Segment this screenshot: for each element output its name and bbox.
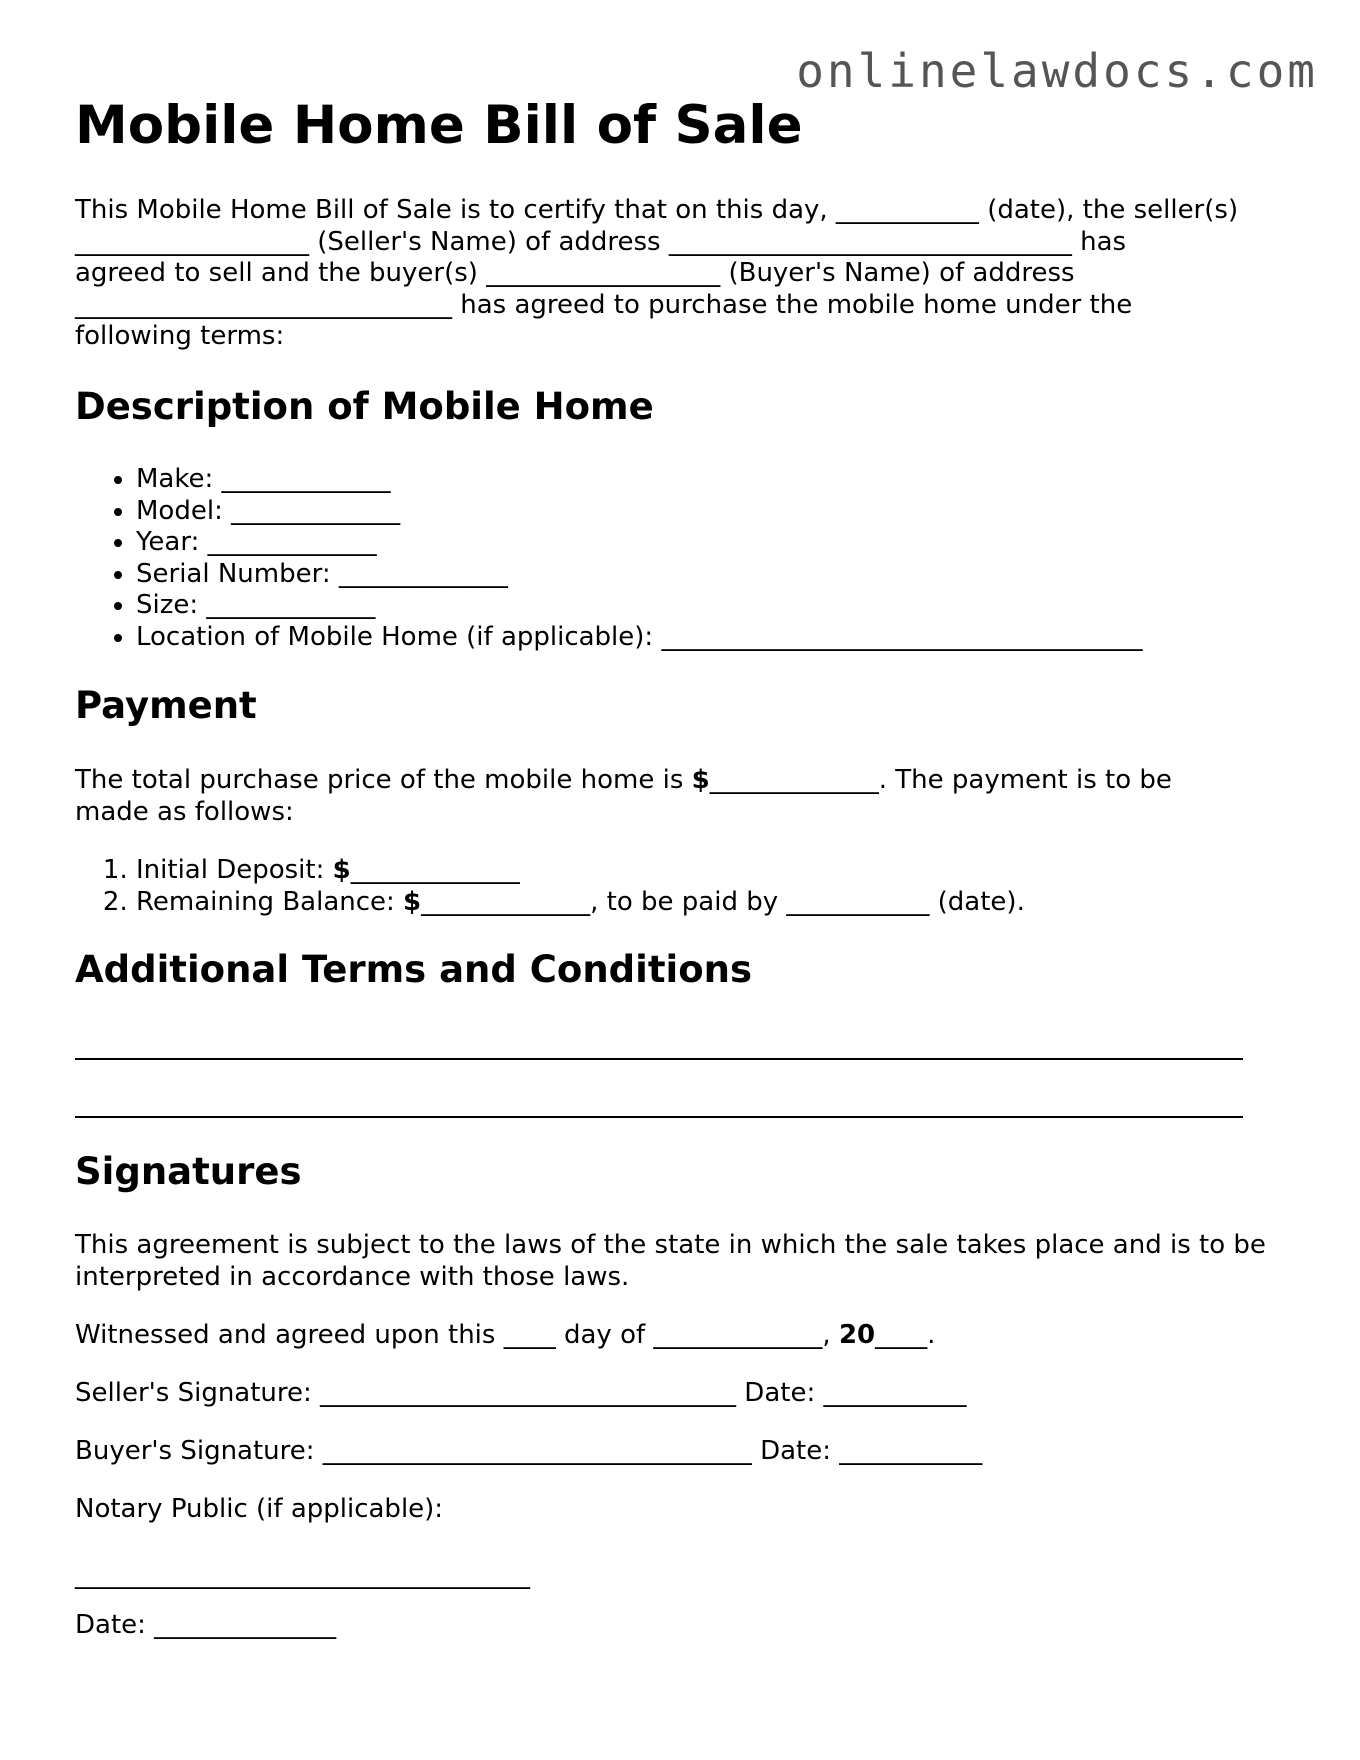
notary-signature-line: ___________________________________: [75, 1560, 530, 1590]
intro-line: _____________________________ has agreed to purchase the mobile home under the: [75, 289, 1133, 320]
governing-law-paragraph: [75, 1230, 1266, 1293]
list-item-initial-deposit: 1. Initial Deposit: $_____________: [136, 855, 1025, 887]
list-item-serial-number: • Serial Number: _____________: [136, 559, 1142, 591]
terms-blank-line: [75, 1058, 1243, 1060]
payment-heading: Payment: [75, 684, 257, 727]
intro-line: This Mobile Home Bill of Sale is to certify that on this day, ___________ (date), the seller(s): [75, 195, 1239, 225]
list-item-location: • Location of Mobile Home (if applicable): _____________________________________: [136, 622, 1142, 654]
payment-line: [75, 765, 1172, 797]
intro-line: __________________ (Seller's Name) of address _______________________________ has: [75, 226, 1127, 257]
year-prefix: 20: [838, 1320, 876, 1350]
list-item-year: • Year: _____________: [136, 527, 1142, 559]
seller-signature-line: Seller's Signature: ________________________________ Date: ___________: [75, 1378, 967, 1408]
watermark: onlinelawdocs.com: [796, 44, 1318, 98]
intro-line: agreed to sell and the buyer(s) __________________ (Buyer's Name) of address: [75, 258, 1075, 288]
law-line: This agreement is subject to the laws of the state in which the sale takes place and is to be: [75, 1230, 1266, 1260]
dollar-sign: $: [691, 765, 710, 795]
additional-terms-heading: Additional Terms and Conditions: [75, 948, 752, 991]
document-title: Mobile Home Bill of Sale: [75, 95, 803, 156]
description-heading: Description of Mobile Home: [75, 385, 654, 428]
intro-line: following terms:: [75, 321, 285, 351]
payment-text: The total purchase price of the mobile home is: [75, 765, 692, 795]
notary-label: Notary Public (if applicable):: [75, 1494, 444, 1524]
intro-paragraph: [75, 195, 1238, 353]
list-item-size: • Size: _____________: [136, 590, 1142, 622]
witness-line: Witnessed and agreed upon this ____ day of _____________, 20____.: [75, 1320, 936, 1350]
buyer-signature-line: Buyer's Signature: _________________________________ Date: ___________: [75, 1436, 983, 1466]
dollar-sign: $: [332, 855, 351, 885]
payment-list-wrapper: [70, 855, 1025, 918]
signatures-heading: Signatures: [75, 1150, 302, 1193]
list-item-remaining-balance: 2. Remaining Balance: $_____________, to be paid by ___________ (date).: [136, 887, 1025, 919]
description-list-wrapper: [70, 464, 1142, 653]
law-line: interpreted in accordance with those laws.: [75, 1261, 630, 1292]
list-item-make: • Make: _____________: [136, 464, 1142, 496]
notary-date-line: Date: ______________: [75, 1610, 337, 1640]
payment-text: _____________. The payment is to be: [709, 765, 1172, 795]
payment-line: made as follows:: [75, 796, 294, 827]
terms-blank-line: [75, 1116, 1243, 1118]
dollar-sign: $: [403, 886, 422, 917]
payment-paragraph: [75, 765, 1172, 828]
list-item-model: • Model: _____________: [136, 496, 1142, 528]
payment-list: [70, 855, 1025, 918]
description-list: [70, 464, 1142, 653]
